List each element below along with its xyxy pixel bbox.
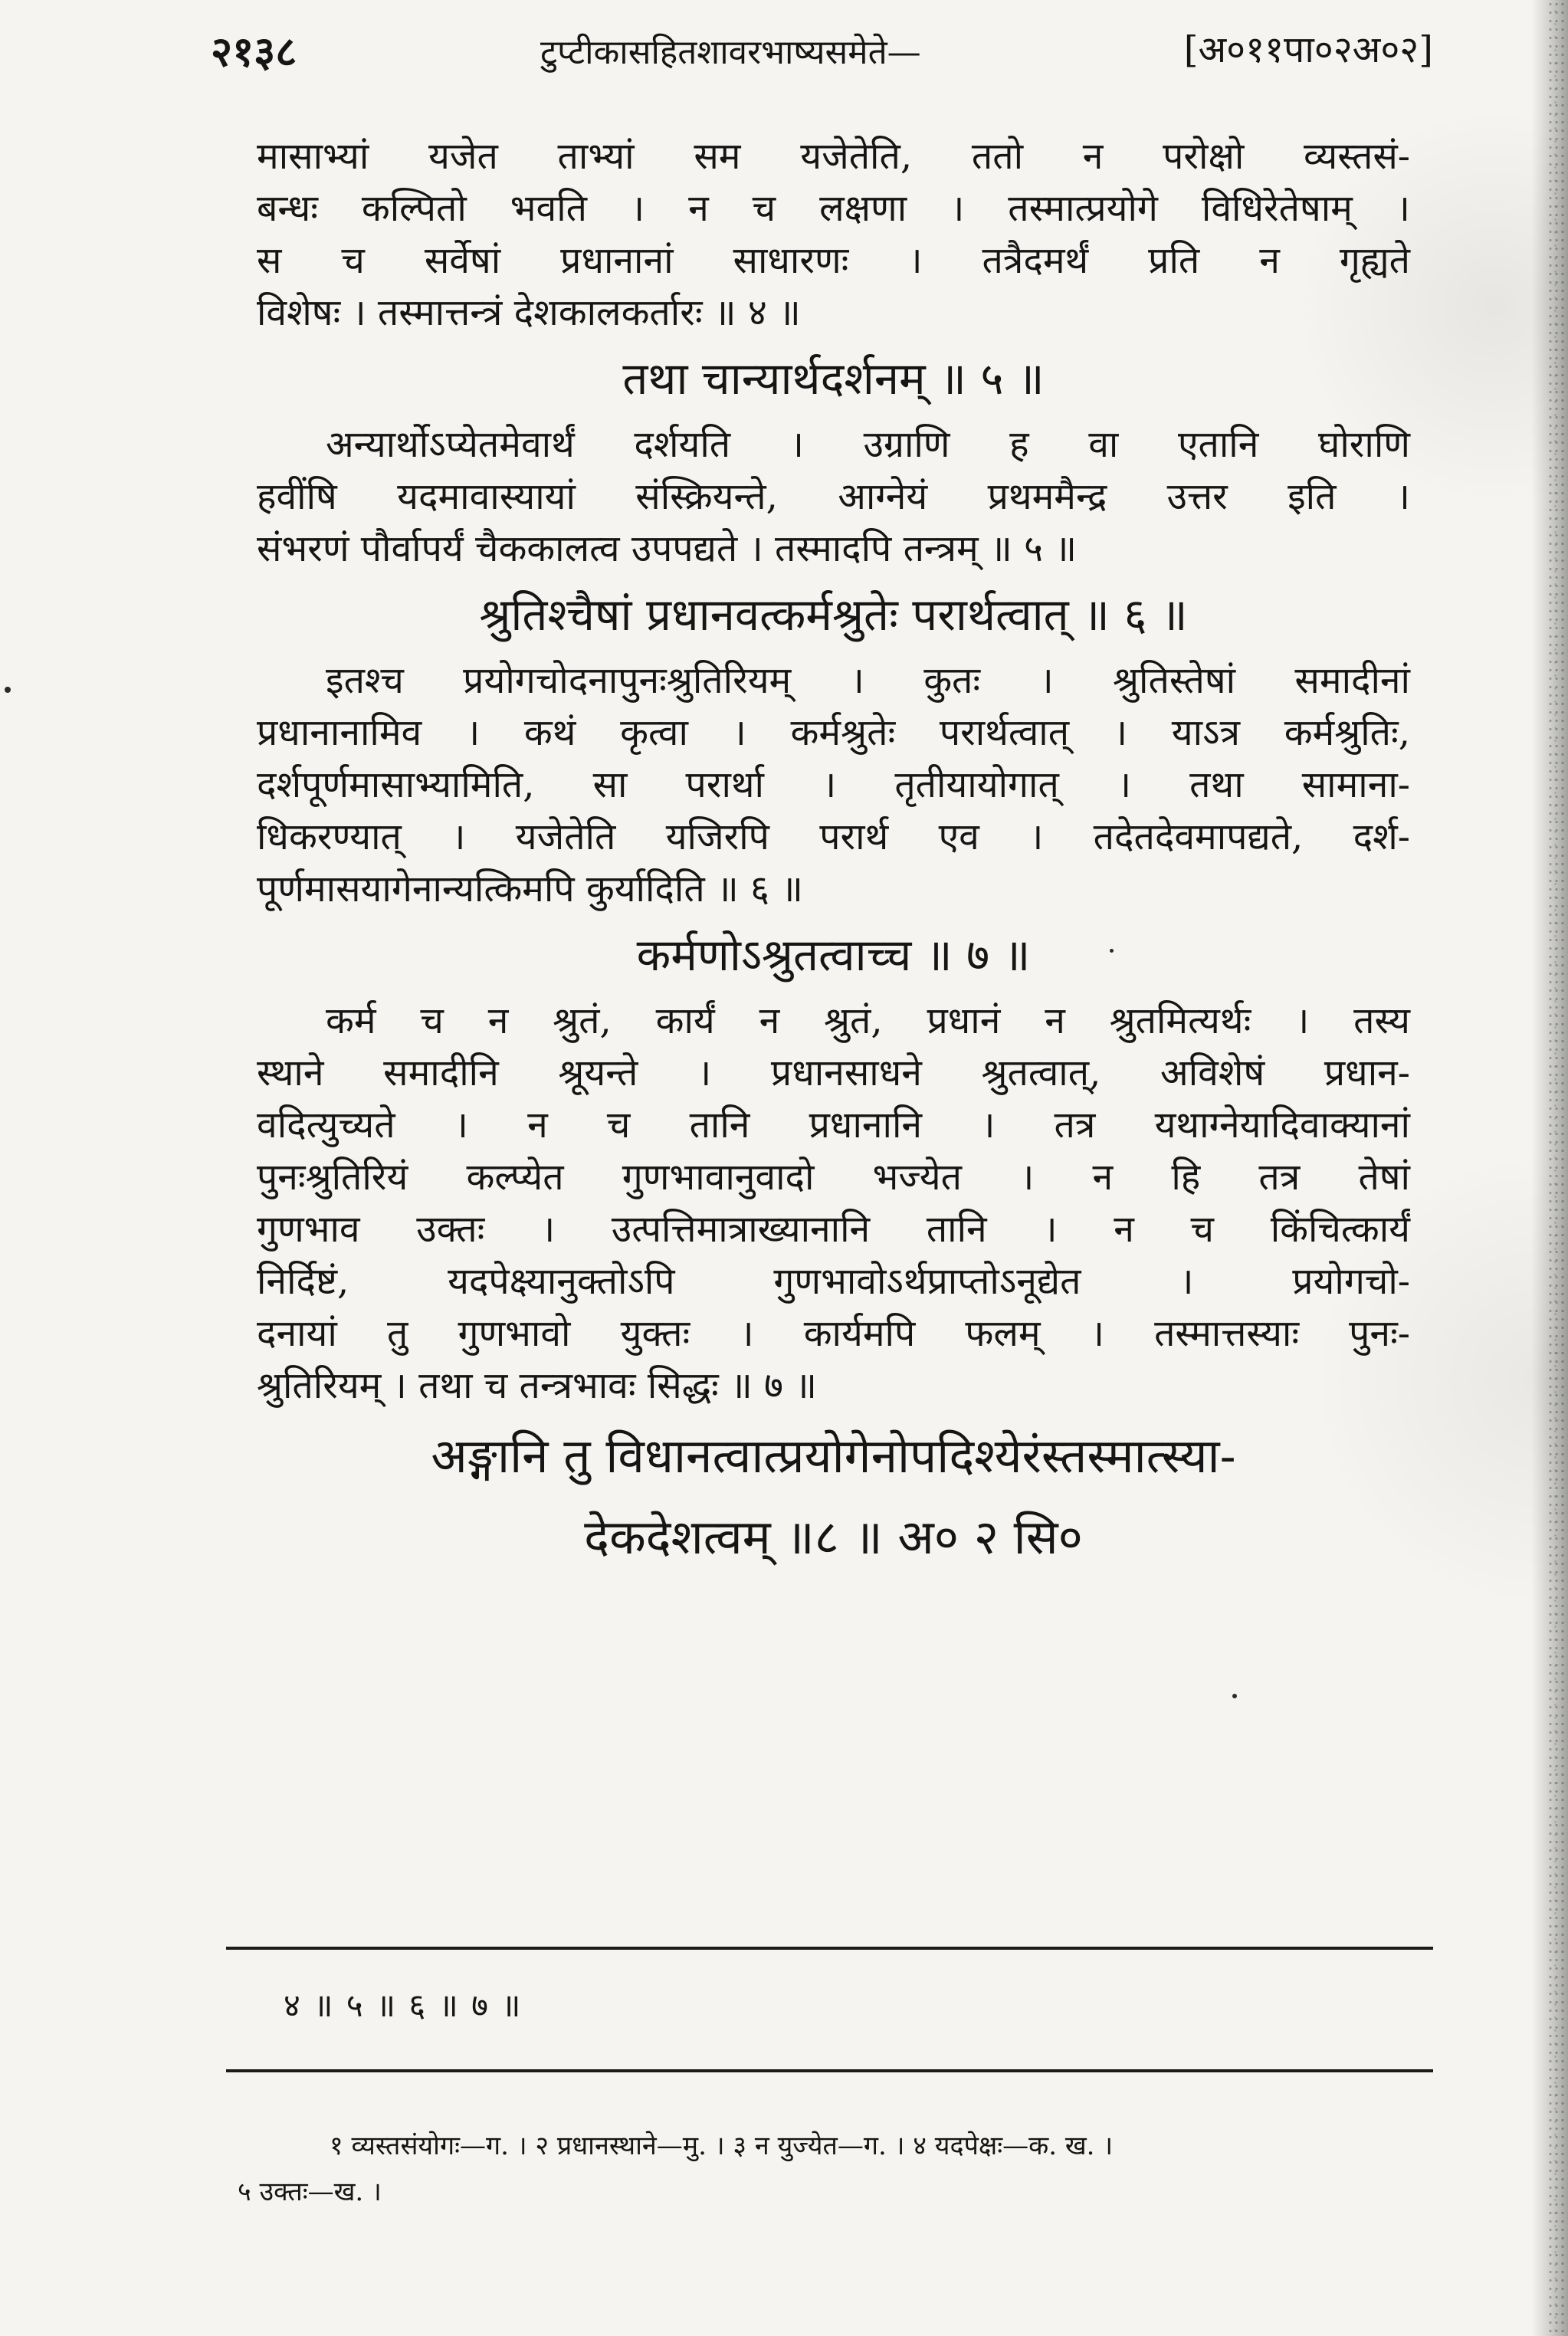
text-line: दनायां तु गुणभावो युक्तः । कार्यमपि फलम् । तस्मात्तस्याः पुनः- <box>257 1312 1410 1355</box>
stray-speck <box>1232 1694 1237 1698</box>
running-header <box>211 26 1433 86</box>
sutra-heading: तथा चान्यार्थदर्शनम् ॥ ५ ॥ <box>622 353 1045 405</box>
rule-divider <box>226 2069 1433 2072</box>
text-line: गुणभाव उक्तः । उत्पत्तिमात्राख्यानानि तानि । न च किंचित्कार्यं <box>257 1208 1410 1251</box>
text-line: मासाभ्यां यजेत ताभ्यां सम यजेतेति, ततो न परोक्षो व्यस्तसं- <box>257 135 1410 178</box>
stray-speck <box>5 687 11 693</box>
text-line: पुनःश्रुतिरियं कल्प्येत गुणभावानुवादो भज्येत । न हि तत्र तेषां <box>257 1156 1410 1199</box>
sutra-count: ४ ॥ ५ ॥ ६ ॥ ७ ॥ <box>284 1987 523 2024</box>
footnotes <box>238 2123 1433 2215</box>
text-line: वदित्युच्यते । न च तानि प्रधानानि । तत्र यथाग्नेयादिवाक्यानां <box>257 1104 1410 1147</box>
text-line: अन्यार्थोऽप्येतमेवार्थं दर्शयति । उग्राणि ह वा एतानि घोराणि <box>326 423 1410 466</box>
text-line: स च सर्वेषां प्रधानानां साधारणः । तत्रैदमर्थं प्रति न गृह्यते <box>257 239 1410 282</box>
section-reference: [अ०११पा०२अ०२] <box>1183 28 1433 71</box>
sutra-heading: देकदेशत्वम् ॥८ ॥ अ० २ सि० <box>584 1509 1083 1565</box>
sutra-heading: श्रुतिश्चैषां प्रधानवत्कर्मश्रुतेः परार्थत्वात् ॥ ६ ॥ <box>479 589 1188 641</box>
text-line: स्थाने समादीनि श्रूयन्ते । प्रधानसाधने श्रुतत्वात्, अविशेषं प्रधान- <box>257 1052 1410 1094</box>
body-text <box>257 130 1410 1582</box>
sutra-heading: कर्मणोऽश्रुतत्वाच्च ॥ ७ ॥ <box>636 929 1031 981</box>
text-line: बन्धः कल्पितो भवति । न च लक्षणा । तस्मात्प्रयोगे विधिरेतेषाम् । <box>257 187 1410 230</box>
footnote-line: १ व्यस्तसंयोगः—ग. । २ प्रधानस्थाने—मु. । ३ न युज्येत—ग. । ४ यदपेक्षः—क. ख. । <box>330 2131 1114 2161</box>
text-line: दर्शपूर्णमासाभ्यामिति, सा परार्था । तृतीयायोगात् । तथा सामाना- <box>257 763 1410 806</box>
running-title: टुप्टीकासहितशावरभाष्यसमेते— <box>540 33 921 72</box>
page-edge-specks <box>1547 0 1564 2336</box>
sutra-heading: अङ्गानि तु विधानत्वात्प्रयोगेनोपदिश्येरंस्तस्मात्स्या- <box>431 1428 1236 1484</box>
text-line: प्रधानानामिव । कथं कृत्वा । कर्मश्रुतेः परार्थत्वात् । याऽत्र कर्मश्रुतिः, <box>257 711 1410 754</box>
text-line: हवींषि यदमावास्यायां संस्क्रियन्ते, आग्नेयं प्रथममैन्द्र उत्तर इति । <box>257 475 1410 518</box>
text-line: संभरणं पौर्वापर्यं चैककालत्व उपपद्यते । तस्मादपि तन्त्रम् ॥ ५ ॥ <box>257 527 1077 570</box>
text-line: कर्म च न श्रुतं, कार्यं न श्रुतं, प्रधानं न श्रुतमित्यर्थः । तस्य <box>326 999 1410 1042</box>
text-line: धिकरण्यात् । यजेतेति यजिरपि परार्थ एव । तदेतदेवमापद्यते, दर्श- <box>257 815 1410 858</box>
stray-speck <box>1110 949 1114 953</box>
footnote-line: ५ उक्तः—ख. । <box>238 2177 382 2207</box>
page-number: २१३८ <box>211 27 297 76</box>
text-line: श्रुतिरियम् । तथा च तन्त्रभावः सिद्धः ॥ ७ ॥ <box>257 1364 817 1407</box>
rule-divider <box>226 1947 1433 1950</box>
text-line: इतश्च प्रयोगचोदनापुनःश्रुतिरियम् । कुतः । श्रुतिस्तेषां समादीनां <box>326 659 1410 702</box>
text-line: विशेषः । तस्मात्तन्त्रं देशकालकर्तारः ॥ ४ ॥ <box>257 291 801 334</box>
text-line: पूर्णमासयागेनान्यत्किमपि कुर्यादिति ॥ ६ ॥ <box>257 868 803 910</box>
text-line: निर्दिष्टं, यदपेक्ष्यानुक्तोऽपि गुणभावोऽर्थप्राप्तोऽनूद्येत । प्रयोगचो- <box>257 1260 1410 1303</box>
